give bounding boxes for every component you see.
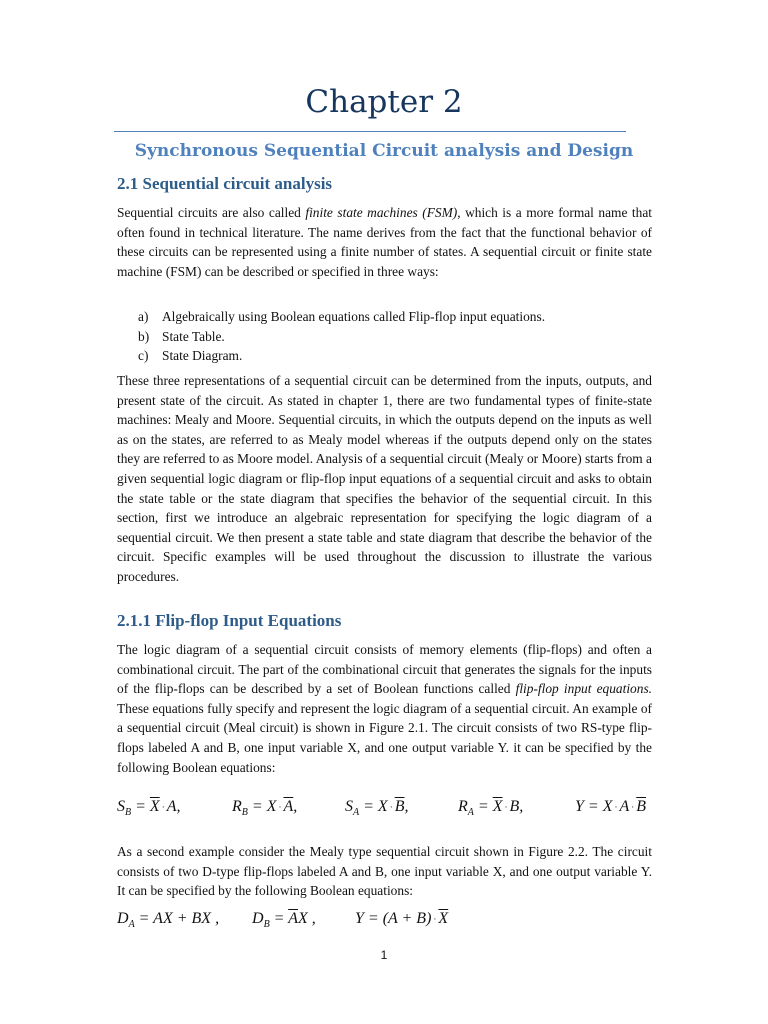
list-item-text: Algebraically using Boolean equations called Flip-flop input equations. [162, 309, 546, 324]
list-item [138, 346, 545, 366]
chapter-subtitle: Synchronous Sequential Circuit analysis and Design [134, 141, 634, 161]
equation-y2: $Y = (A + B) \cdot \overline{X}$ [355, 910, 449, 927]
section-2-1-1-paragraph-2: As a second example consider the Mealy type sequential circuit shown in Figure 2.2. The circuit consists of two D-type flip-flops labeled A and B, one input variable X, and one output variable Y. It can be specified by the following Boolean equations: [117, 844, 652, 899]
section-heading-2-1: 2.1 Sequential circuit analysis [117, 174, 333, 193]
equation-ra: $R_A = \overline{X} \cdot B$, [458, 798, 524, 819]
list-marker: b) [138, 328, 150, 344]
paragraph-text: The logic diagram of a sequential circuit consists of memory elements (flip-flops) and often a combinational circuit. The part of the combinational circuit that generates the signals for the inputs of the flip-flops can be described by a set of Boolean functions called [117, 642, 652, 697]
section-2-1-1-paragraph-1 [117, 640, 652, 777]
equation-da: $D_A$ = AX + BX , [117, 910, 220, 931]
equation-rb: $R_B = X \cdot \overline{A}$, [232, 798, 298, 819]
representation-list [138, 307, 545, 366]
title-divider [114, 131, 626, 132]
list-item [138, 327, 545, 347]
paragraph-emphasis: flip-flop input equations. [515, 681, 652, 697]
equation-y1: $Y = X \cdot A \cdot \overline{B}$ [575, 798, 647, 815]
page-number: 1 [380, 948, 388, 962]
paragraph-text: , which is a more formal name that often found in technical literature. The name derives from the fact that the functional behavior of these circuits can be represented using a finite number of states. A sequential circuit or finite state machine (FSM) can be described or specified in three ways: [117, 205, 652, 279]
section-heading-2-1-1: 2.1.1 Flip-flop Input Equations [117, 611, 342, 630]
list-item-text: State Table. [162, 328, 225, 344]
section-2-1-paragraph-1 [117, 203, 652, 281]
paragraph-text: These equations fully specify and represent the logic diagram of a sequential circuit. An example of a sequential circuit (Meal circuit) is shown in Figure 2.1. The circuit consists of two RS-type flip-flops labeled A and B, one input variable X, and one output variable Y. it can be specified by the following Boolean equations: [117, 700, 652, 775]
list-marker: c) [138, 348, 149, 364]
list-item-text: State Diagram. [162, 348, 243, 364]
list-marker: a) [138, 309, 149, 324]
paragraph-text: Sequential circuits are also called [117, 205, 306, 220]
chapter-title: Chapter 2 [305, 84, 463, 120]
section-2-1-paragraph-2: These three representations of a sequential circuit can be determined from the inputs, outputs, and present state of the circuit. As stated in chapter 1, there are two fundamental types of finite-state machines: Mealy and Moore. Sequential circuits, in which the outputs depend on the inputs as well as on the states, are referred to as Mealy model whereas if the outputs depend only on the states they are referred to as Moore model. Analysis of a sequential circuit (Mealy or Moore) starts from a given sequential logic diagram or flip-flop input equations of a sequential circuit and asks to obtain the state table or the state diagram that specifies the behavior of the sequential circuit. In this section, first we introduce an algebraic representation for specifying the logic diagram of a sequential circuit. We then present a state table and state diagram that describe the behavior of the circuit. Specific examples will be used throughout the discussion to illustrate the various procedures. [117, 373, 652, 584]
equation-sa: $S_A = X \cdot \overline{B}$, [345, 798, 409, 819]
list-item [138, 307, 545, 327]
equation-sb: $S_B = \overline{X} \cdot A$, [117, 798, 181, 819]
equation-db: $D_B = \overline{A}X$ , [252, 910, 316, 931]
paragraph-emphasis: finite state machines (FSM) [305, 205, 458, 220]
